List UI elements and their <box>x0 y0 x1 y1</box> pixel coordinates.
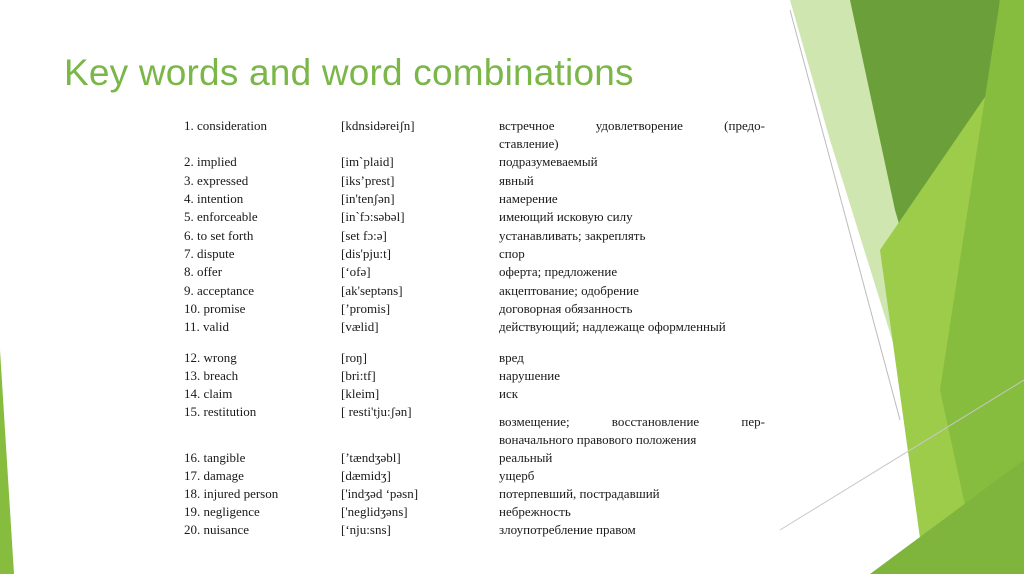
translation-8: оферта; предложение <box>499 264 618 279</box>
term-9: 9. acceptance <box>184 283 255 298</box>
term-15: 15. restitution <box>184 404 257 419</box>
translation-1: встречное удовлетворение (предо- <box>499 118 765 133</box>
translation-15-cont: воначального правового положения <box>499 432 697 447</box>
term-11: 11. valid <box>184 319 230 334</box>
transcription-18: ['indʒəd ‘pəsn] <box>341 486 419 501</box>
term-12: 12. wrong <box>184 350 237 365</box>
translation-16: реальный <box>499 450 553 465</box>
transcription-2: [imˋplaid] <box>341 154 394 169</box>
transcription-15: [ resti'tju:ʃən] <box>341 404 412 419</box>
transcription-10: [’promis] <box>341 301 391 316</box>
translation-18: потерпевший, пострадавший <box>499 486 660 501</box>
translation-14: иск <box>499 386 519 401</box>
term-2: 2. implied <box>184 154 237 169</box>
transcription-19: ['neglidʒəns] <box>341 504 408 519</box>
term-19: 19. negligence <box>184 504 260 519</box>
transcription-6: [set fɔ:ə] <box>341 228 387 243</box>
term-6: 6. to set forth <box>184 228 254 243</box>
translation-10: договорная обязанность <box>499 301 633 316</box>
translation-13: нарушение <box>499 368 561 383</box>
transcription-20: [‘nju:sns] <box>341 522 391 537</box>
term-20: 20. nuisance <box>184 522 249 537</box>
translation-20: злоупотребление правом <box>499 522 636 537</box>
term-8: 8. offer <box>184 264 223 279</box>
translation-11: действующий; надлежаще оформленный <box>499 319 726 334</box>
transcription-1: [kdnsidəreiʃn] <box>341 118 415 133</box>
transcription-7: [dis'pju:t] <box>341 246 392 261</box>
transcription-13: [bri:tf] <box>341 368 376 383</box>
translation-9: акцептование; одобрение <box>499 283 639 298</box>
translation-7: спор <box>499 246 525 261</box>
term-13: 13. breach <box>184 368 239 383</box>
translation-1-cont: ставление) <box>499 136 559 151</box>
translation-6: устанавливать; закреплять <box>499 228 646 243</box>
term-18: 18. injured person <box>184 486 279 501</box>
transcription-16: [’tændʒəbl] <box>341 450 401 465</box>
term-14: 14. claim <box>184 386 233 401</box>
transcription-17: [dæmidʒ] <box>341 468 391 483</box>
translation-4: намерение <box>499 191 558 206</box>
term-10: 10. promise <box>184 301 246 316</box>
translation-5: имеющий исковую силу <box>499 209 633 224</box>
transcription-8: [‘ofə] <box>341 264 371 279</box>
transcription-12: [roŋ] <box>341 350 367 365</box>
transcription-14: [kleim] <box>341 386 380 401</box>
term-5: 5. enforceable <box>184 209 258 224</box>
translation-12: вред <box>499 350 524 365</box>
term-16: 16. tangible <box>184 450 246 465</box>
term-7: 7. dispute <box>184 246 235 261</box>
term-4: 4. intention <box>184 191 244 206</box>
slide-title: Key words and word combinations <box>64 52 634 93</box>
translation-2: подразумеваемый <box>499 154 598 169</box>
term-17: 17. damage <box>184 468 244 483</box>
translation-15: возмещение; восстановление пер- <box>499 414 765 429</box>
translation-19: небрежность <box>499 504 571 519</box>
translation-3: явный <box>499 173 534 188</box>
term-3: 3. expressed <box>184 173 249 188</box>
transcription-5: [inˋfɔ:səbəl] <box>341 209 405 224</box>
transcription-11: [vælid] <box>341 319 379 334</box>
translation-17: ущерб <box>499 468 535 483</box>
transcription-4: [in'tenʃən] <box>341 191 395 206</box>
term-1: 1. consideration <box>184 118 268 133</box>
transcription-9: [ak'septəns] <box>341 283 403 298</box>
transcription-3: [iks’prest] <box>341 173 395 188</box>
